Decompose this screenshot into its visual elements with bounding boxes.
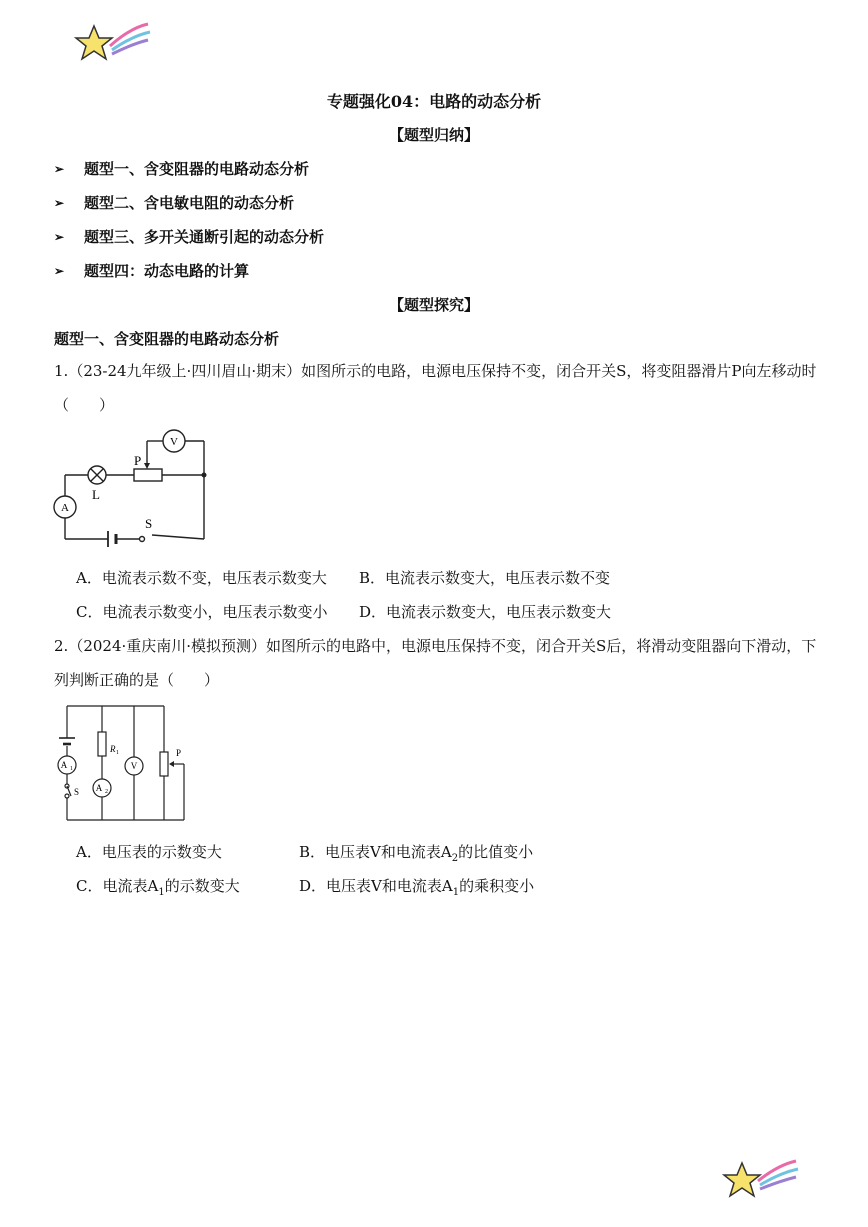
option-text: 的乘积变小 [459, 877, 535, 895]
option-text: 的示数变大 [164, 877, 240, 895]
lamp-label: L [92, 487, 100, 502]
s-label: S [74, 787, 80, 797]
toc-label: 题型二、含电敏电阻的动态分析 [84, 194, 295, 212]
question-stem: 如图所示的电路，电源电压保持不变，闭合开关S，将变阻器滑片P向左移动时（ ） [54, 362, 817, 414]
toc-label: 题型三、多开关通断引起的动态分析 [84, 228, 325, 246]
toc-label: 题型一、含变阻器的电路动态分析 [84, 160, 310, 178]
q1-option-d[interactable]: D．电流表示数变大，电压表示数变大 [359, 603, 612, 621]
a2-sub-label: 2 [105, 789, 108, 795]
question-number: 2. [54, 637, 69, 655]
star-decoration-icon [720, 1155, 800, 1203]
option-subscript: 1 [452, 887, 460, 898]
question-source: （2024·重庆南川·模拟预测） [68, 637, 267, 655]
question-stem: 如图所示的电路中，电源电压保持不变，闭合开关S后，将滑动变阻器向下滑动，下列判断正确的是（ ） [54, 637, 817, 689]
page-title: 专题强化04：电路的动态分析 [326, 92, 542, 111]
v-label: V [130, 761, 138, 771]
q1-option-c[interactable]: C．电流表示数变小，电压表示数变小 [76, 603, 328, 621]
question-source: （23-24九年级上·四川眉山·期末） [68, 362, 302, 380]
toc-item [54, 192, 294, 213]
option-subscript: 1 [158, 887, 165, 898]
r1-sub-label: 1 [116, 750, 119, 756]
a1-label: A [60, 760, 68, 770]
explore-heading: 【题型探究】 [388, 296, 479, 314]
circuit-diagram-1 [48, 428, 218, 553]
ammeter-label: A [61, 502, 69, 514]
q2-option-b[interactable] [299, 841, 533, 864]
q1-option-b[interactable]: B．电流表示数变大，电压表示数不变 [359, 569, 611, 587]
p-label: P [176, 748, 182, 758]
circuit-diagram-2 [52, 700, 192, 828]
q2-option-d[interactable] [299, 875, 534, 898]
q2-option-a[interactable]: A．电压表的示数变大 [76, 843, 222, 861]
toc-item [54, 260, 249, 281]
q2-option-c[interactable] [76, 875, 240, 898]
option-text: B．电压表V和电流表A [299, 843, 452, 861]
switch-label: S [145, 516, 153, 531]
arrow-bullet-icon: ➢ [54, 263, 65, 278]
q1-option-a[interactable]: A．电流表示数不变，电压表示数变大 [76, 569, 327, 587]
arrow-bullet-icon: ➢ [54, 195, 65, 210]
option-text: 的比值变小 [458, 843, 534, 861]
question-1-text [54, 354, 824, 422]
toc-item [54, 226, 324, 247]
type1-heading: 题型一、含变阻器的电路动态分析 [54, 330, 280, 348]
r1-label: R [110, 744, 116, 754]
types-heading: 【题型归纳】 [388, 126, 479, 144]
star-decoration-icon [72, 18, 152, 66]
option-text: D．电压表V和电流表A [299, 877, 453, 895]
toc-label: 题型四：动态电路的计算 [84, 262, 250, 280]
option-text: C．电流表A [76, 877, 159, 895]
toc-item [54, 158, 309, 179]
a1-sub-label: 1 [70, 766, 73, 772]
arrow-bullet-icon: ➢ [54, 229, 65, 244]
question-2-text [54, 629, 824, 697]
question-number: 1. [54, 362, 69, 380]
a2-label: A [95, 783, 103, 793]
arrow-bullet-icon: ➢ [54, 161, 65, 176]
option-subscript: 2 [451, 853, 459, 864]
slider-label: P [134, 453, 142, 468]
voltmeter-label: V [170, 436, 178, 448]
